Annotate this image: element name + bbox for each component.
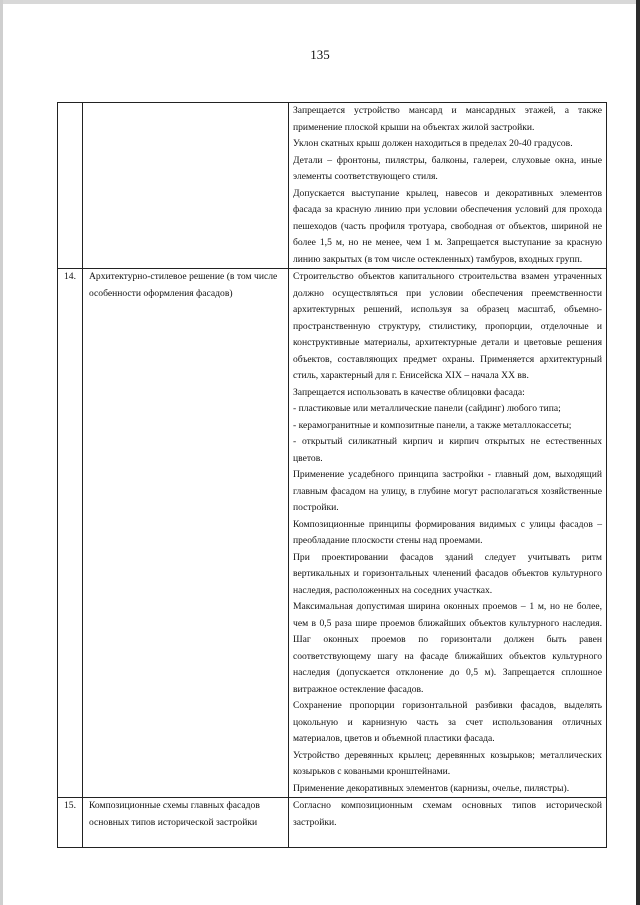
row-requirements [289, 798, 607, 848]
scan-edge-top [0, 0, 640, 4]
requirement-paragraph: Устройство деревянных крылец; деревянных козырьков; металлических козырьков с коваными кронштейнами. [293, 749, 602, 777]
scan-edge-right [636, 0, 640, 905]
requirement-paragraph: Применение декоративных элементов (карнизы, очелье, пилястры). [293, 782, 570, 794]
table-row-14 [58, 269, 607, 798]
requirement-list-item: - открытый силикатный кирпич и кирпич открытых не естественных цветов. [293, 436, 602, 464]
regulations-table-body [58, 103, 607, 848]
requirement-paragraph: Применение усадебного принципа застройки - главный дом, выходящий главным фасадом на улицу, в глубине могут располагаться хозяйственные постройки. [293, 469, 602, 513]
requirement-paragraph: Сохранение пропорции горизонтальной разбивки фасадов, выделять цокольную и карнизную часть за счет использования отличных материалов, цветов и объемной пластики фасада. [293, 700, 602, 744]
row-parameter-name: Композиционные схемы главных фасадов основных типов исторической застройки [83, 798, 289, 848]
requirement-list-item: - пластиковые или металлические панели (сайдинг) любого типа; [293, 403, 561, 414]
requirement-paragraph: Композиционные принципы формирования видимых с улицы фасадов – преобладание плоскости стены над проемами. [293, 518, 602, 546]
requirement-paragraph: При проектировании фасадов зданий следует учитывать ритм вертикальных и горизонтальных членений фасадов объектов культурного наследия, расположенных на соседних участках. [293, 551, 602, 596]
table-row-15 [58, 798, 607, 848]
requirement-paragraph: Согласно композиционным схемам основных типов исторической застройки. [293, 800, 602, 828]
requirement-paragraph: Уклон скатных крыш должен находиться в пределах 20-40 градусов. [293, 138, 573, 149]
row-parameter-name: Архитектурно-стилевое решение (в том числе особенности оформления фасадов) [83, 269, 289, 798]
regulations-table [57, 102, 607, 848]
row-requirements [289, 269, 607, 798]
requirement-paragraph: Допускается выступание крылец, навесов и декоративных элементов фасада за красную линию при условии обеспечения условий для прохода пешеходов (часть профиля тротуара, свободная от объектов, шириной не более 1,5 м, но не менее, чем 1 м. Запрещается выступание за красную линию закрытых (в том числе остекленных) тамбуров, входных групп. [293, 187, 602, 265]
requirement-paragraph: Максимальная допустимая ширина оконных проемов – 1 м, но не более, чем в 0,5 раза шире проемов ближайших объектов культурного наследия. Шаг оконных проемов по горизонтали должен быть равен соответствующему шагу на фасаде ближайших объектов культурного наследия (допускается отклонение до 0,5 м). Запрещается сплошное витражное остекление фасадов. [293, 601, 602, 695]
requirement-paragraph: Запрещается устройство мансард и мансардных этажей, а также применение плоской крыши на объектах жилой застройки. [293, 105, 602, 133]
row-number [58, 103, 83, 269]
row-number: 14. [58, 269, 83, 798]
requirement-paragraph: Запрещается использовать в качестве облицовки фасада: [293, 386, 525, 398]
row-number: 15. [58, 798, 83, 848]
requirement-list-item: - керамогранитные и композитные панели, а также металлокассеты; [293, 419, 572, 431]
requirement-paragraph: Детали – фронтоны, пилястры, балконы, галереи, слуховые окна, иные элементы соответствующего стиля. [293, 154, 602, 182]
table-row-continuation [58, 103, 607, 269]
scan-edge-left [0, 0, 3, 905]
requirement-paragraph: Строительство объектов капитального строительства взамен утраченных должно осуществляться при условии обеспечения преемственности архитектурных решений, используя за образец масштаб, объемно-пространственную структуру, стилистику, пропорции, отделочные и конструктивные материалы, архитектурные детали и цветовые решения объектов, составляющих предмет охраны. Применяется архитектурный стиль, характерный для г. Енисейска XIX – начала XX вв. [293, 271, 602, 381]
row-requirements [289, 103, 607, 269]
row-parameter-name [83, 103, 289, 269]
page-number: 135 [310, 47, 330, 62]
